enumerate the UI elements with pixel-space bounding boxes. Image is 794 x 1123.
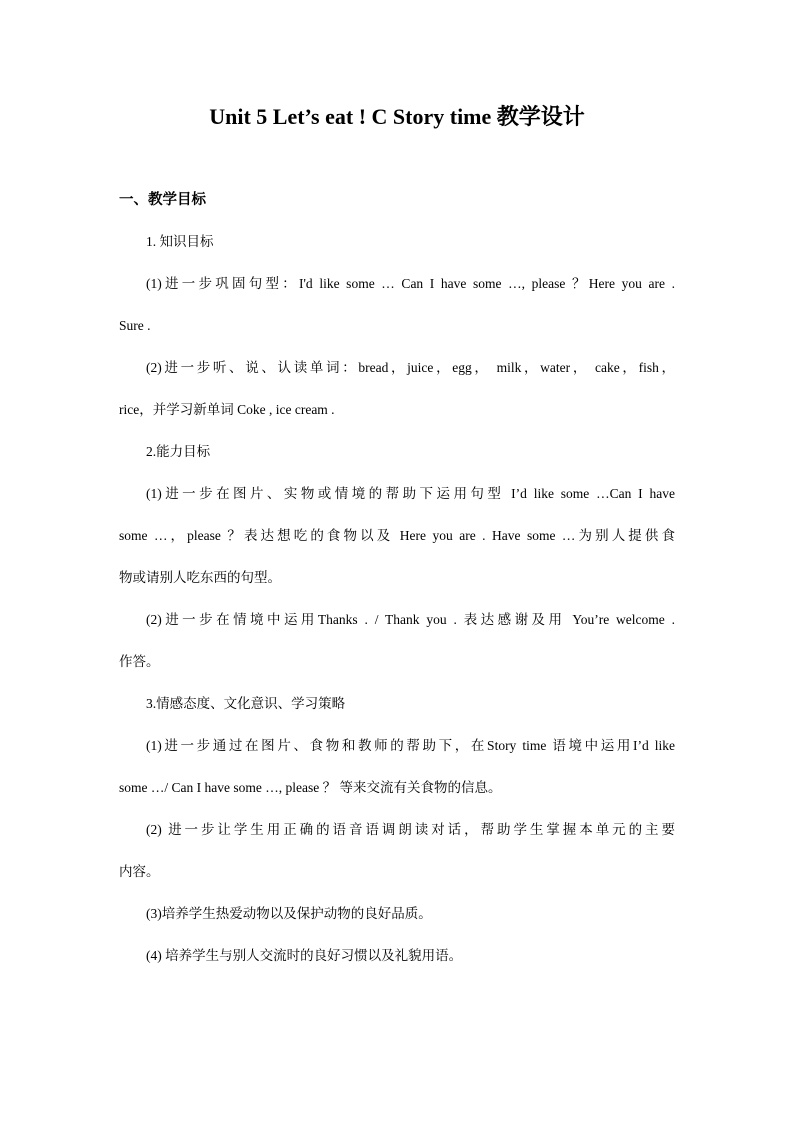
emotion-item-2-line-1: (2) 进一步让学生用正确的语音语调朗读对话，帮助学生掌握本单元的主要 <box>146 822 675 837</box>
ability-item-2-line-2: 作答。 <box>119 654 160 669</box>
emotion-item-1-line-2: some …/ Can I have some …, please ？ 等来交流有关食物的信息。 <box>119 780 502 795</box>
ability-item-1-line-2: some …，please ？表达想吃的食物以及 Here you are . Have some …为别人提供食 <box>119 528 675 543</box>
ability-item-2-line-1: (2)进一步在情境中运用Thanks . / Thank you . 表达感谢及用 You’re welcome . <box>146 612 675 627</box>
ability-item-1-line-1: (1)进一步在图片、实物或情境的帮助下运用句型 I’d like some …Can I have <box>146 486 675 501</box>
knowledge-item-1-line-1: (1)进一步巩固句型：I'd like some … Can I have some …, please ？Here you are . <box>146 276 675 291</box>
emotion-item-2-line-2: 内容。 <box>119 864 160 879</box>
emotion-item-1-line-1: (1)进一步通过在图片、食物和教师的帮助下，在Story time 语境中运用I’d like <box>146 738 675 753</box>
subheading-knowledge-goals: 1. 知识目标 <box>146 234 214 249</box>
subheading-ability-goals: 2.能力目标 <box>146 444 211 459</box>
ability-item-1-line-3: 物或请别人吃东西的句型。 <box>119 570 281 585</box>
knowledge-item-2-line-2: rice，并学习新单词 Coke , ice cream . <box>119 402 335 417</box>
emotion-item-4: (4) 培养学生与别人交流时的良好习惯以及礼貌用语。 <box>146 948 463 963</box>
emotion-item-3: (3)培养学生热爱动物以及保护动物的良好品质。 <box>146 906 432 921</box>
knowledge-item-1-line-2: Sure . <box>119 318 151 333</box>
section-heading-teaching-goals: 一、教学目标 <box>119 192 206 208</box>
subheading-emotion-culture-strategy: 3.情感态度、文化意识、学习策略 <box>146 696 346 711</box>
document-title: Unit 5 Let’s eat ! C Story time 教学设计 <box>209 104 585 129</box>
knowledge-item-2-line-1: (2)进一步听、说、认读单词：bread，juice，egg， milk，water， cake，fish， <box>146 360 675 375</box>
